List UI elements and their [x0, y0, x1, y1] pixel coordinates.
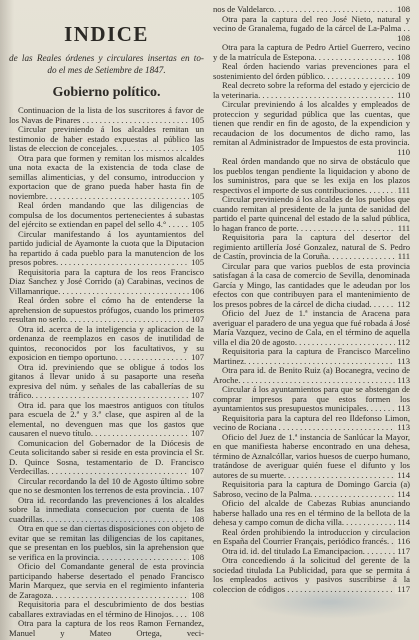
index-entry-continued	[9, 619, 204, 638]
entry-page-number: 112	[397, 336, 410, 347]
entry-text: Requisitoria para la captura del desertor del regimiento artillería José Gonzalez, natural de S. Pedro de Castín, provincia de la Coruña.	[213, 233, 410, 261]
index-entry	[9, 268, 204, 297]
index-entry	[213, 233, 410, 262]
entry-text: Oficio del Comandante general de esta provincia participando haberse desertado el penado Francisco Marin Marquez, que servia en el regimiento infanteria de Zaragoza.	[9, 562, 204, 600]
index-entry	[213, 347, 410, 366]
entry-text: Circular recordando la del 10 de Agosto último sobre que no se desmonten los terrenos de esta provincia.	[9, 476, 204, 495]
entry-page-number: 114	[397, 488, 410, 499]
index-entry	[213, 366, 410, 385]
entry-page-number: 108	[397, 51, 410, 62]
entry-text: Circular previniendo á los alcaldes y empleados de proteccion y seguridad pública que las cuentas, que tienen que rendir en fin de agosto, de la expendicion y recaudacion de los documentos de dicho ramo, las remitan al Administrador de Impuestos de esta provincia.	[213, 100, 410, 147]
entry-text: Oficio del Juez de 1.ª instancia de Sanlúcar la Mayor, en que manifiesta haberse encontrado en una dehesa, término de Aznalcóllar, varios huesos de cuerpo humano, tratándose de averiguar quién fuese el difunto y los autores de su muerte.	[213, 432, 410, 480]
index-entry	[9, 477, 204, 496]
entry-page-number: 113	[397, 355, 410, 366]
index-entry	[213, 499, 410, 528]
index-entry	[9, 600, 204, 619]
index-entry	[213, 433, 410, 481]
entry-page-number: 117	[397, 546, 410, 556]
index-entry	[9, 325, 204, 363]
index-entry	[213, 556, 410, 594]
index-entry	[213, 81, 410, 100]
entry-text: Otra para que formen y remitan los mismos alcaldes una nota exacta de la existencia de toda clase de semillas alimenticias, y del consumo, introduccion y exportacion que de grano pueda haber hasta fin de noviembre.	[9, 153, 204, 201]
index-entry	[213, 15, 410, 44]
entry-text: Requisitoria para la captura de Domingo Garcia (a) Sabroso, vecino de la Palma.	[213, 480, 410, 499]
index-entry	[9, 496, 204, 525]
entry-page-number: 113	[397, 374, 410, 385]
entry-text: Otra id. recordando las prevenciones á los alcaldes sobre la inmediata consecucion por cuenta de las cuadrillas.	[9, 495, 204, 524]
entry-text: Otra para la captura de los reos Ramon Fernandez, Manuel y Mateo Ortega, veci-	[9, 619, 204, 638]
entry-page-number: 107	[191, 428, 204, 438]
entry-page-number: 108	[191, 589, 204, 600]
entry-text: Otra para la captura del reo José Nieto, natural y vecino de Granalema, fugado de la cárcel de La-Palma	[213, 14, 410, 33]
entry-text: Requisitoria para el descubrimiento de dos bestias caballares extraviadas en el término de Hinojos.	[9, 600, 204, 619]
entry-text: Otra id. acerca de la inteligencia y aplicacion de la ordenanza de reemplazos en casos de inutilidad de quintos, reconocidos por los facultativos, y su exposicion en tiempo oportuno.	[9, 324, 204, 362]
entry-text: Otra id. para que los maestros antiguos con títulos para escuela de 2.ª y 3.ª clase, que aspiren al de la elemental, no devenguen mas que los gastos que causaren el nuevo título.	[9, 400, 204, 438]
index-entry	[9, 524, 204, 562]
entry-page-number: 114	[397, 517, 410, 527]
entry-text: Real órden mandando que no sirva de obstáculo que los pueblos tengan pendiente la liquidacion y abono de los suministros, para que se les exija en los plazos respectivos el importe de sus contribuciones.	[213, 157, 410, 195]
entry-text: Real órden haciendo varias prevenciones para el sostenimiento del órden público.	[213, 62, 410, 81]
entry-page-number: 116	[397, 536, 410, 546]
entry-page-number: 105	[191, 257, 204, 267]
entry-page-number: 107	[191, 352, 204, 362]
entry-page-number: 108	[191, 513, 204, 524]
entry-text: Oficio del Juez de 1.ª instancia de Aracena para averiguar el paradero de una yegua que fué robada á José María Vazquez, vecino de Cala, en el término de aquella villa el dia 20 de agosto.	[213, 309, 410, 347]
entry-text: Requisitoria para la captura de Francisco Marcelino Martinez.	[213, 347, 410, 366]
index-entry	[213, 100, 410, 157]
subtitle-line-2: do el mes de Setiembre de 1847.	[47, 65, 166, 75]
entry-page-number: 113	[397, 403, 410, 413]
entry-page-number: 105	[191, 143, 204, 153]
index-entry	[9, 125, 204, 154]
entry-page-number: 108	[397, 5, 410, 14]
entry-page-number: 105	[191, 219, 204, 229]
entry-text: Real decreto sobre la reforma del estado y ejercicio de la veterinaria.	[213, 81, 410, 100]
index-entry	[9, 363, 204, 401]
index-entry	[213, 157, 410, 195]
entry-text: Requisitoria para la captura del reo Ildefonso Limon, vecino de Rociana	[213, 413, 410, 432]
entry-text: Oficio del alcalde de Cabezas Rubias anunciando haberse hallado una res en el término de la bellota de la dehesa y campo comun de dicha villa.	[213, 499, 410, 527]
entry-page-number: 112	[397, 298, 410, 309]
entry-page-number: 111	[397, 251, 410, 261]
entry-text: Real órden sobre el cómo ha de entenderse la aprehension de supuestos prófugos, cuando los primeros resultan no serlo.	[9, 296, 204, 324]
entry-text: Comunicacion del Gobernador de la Diócesis de Ceuta solicitando saber si reside en esta provincia el Sr. D. Quince Sosna, testamentario de D. Francisco Verdecillas.	[9, 438, 204, 476]
entry-page-number: 111	[397, 184, 410, 195]
entry-page-number: 108	[191, 551, 204, 562]
index-entry	[9, 562, 204, 600]
entry-page-number: 113	[397, 422, 410, 432]
entry-page-number: 110	[397, 89, 410, 100]
index-entry	[9, 296, 204, 325]
entry-text: Otra en que se dan ciertas disposiciones con objeto de evitar que se remitan las diligencias de los capitanes, que se presentan en los pueblos, sin la aprehension que se verifica en la provincia.	[9, 524, 204, 562]
index-entry	[213, 62, 410, 81]
entry-text: Circular para que varios pueblos de esta provincia satisfagan á la casa de comercio de Sevilla, denominada García y Mingo, las cantidades que le adeudan por los efectos con que contribuyen para el mantenimiento de los presos pobres de la cárcel de dicha ciudad.	[213, 261, 410, 309]
index-entry	[9, 106, 204, 125]
entry-text: Circular manifestando á los ayuntamientos del partido judicial de Ayamonte la cuota que la Diputacion ha repartido á cada pueblo para la manutencion de los presos pobres.	[9, 229, 204, 267]
index-entry	[213, 547, 410, 557]
index-entry	[213, 195, 410, 233]
index-title: INDICE	[64, 22, 149, 46]
entry-page-number: 117	[397, 583, 410, 594]
index-entry	[213, 385, 410, 414]
entry-text: Otra id. previniendo que se obligue á todos los gitanos á llevar unido á su pasaporte una reseña expresiva del núm. y señales de las caballerías de su tráfico.	[9, 362, 204, 400]
index-entry-continuation	[213, 5, 410, 15]
index-entry	[213, 528, 410, 547]
entry-text: Requisitoria para la captura de los reos Francisco Diaz Sanchez y José Corrido (a) Carabinas, vecinos de Villamanrique.	[9, 267, 204, 296]
entry-page-number: 108	[397, 32, 410, 43]
entry-page-number: 107	[191, 314, 204, 324]
entry-page-number: 110	[397, 146, 410, 157]
entry-page-number: 114	[397, 469, 410, 480]
entry-page-number: 105	[191, 114, 204, 125]
index-entry	[213, 43, 410, 62]
entry-text: Circular previniendo á los alcaldes de los pueblos que cuando remitan al presidente de la junta de sanidad del partido el parte quincenal del estado de la salud pública, lo hagan franco de porte.	[213, 195, 410, 233]
subtitle-line-1: de las Reales órdenes y circulares insertas en to-	[9, 53, 204, 63]
entry-page-number: 109	[397, 70, 410, 81]
entry-page-number: 107	[191, 466, 204, 476]
entry-page-number: 105	[191, 190, 204, 201]
index-entry	[213, 262, 410, 310]
entry-text: nos de Valdelarco.	[213, 5, 277, 14]
index-entry	[9, 401, 204, 439]
entry-page-number: 107	[191, 390, 204, 400]
entry-page-number: 106	[191, 285, 204, 296]
left-column	[9, 0, 204, 638]
entry-page-number: 108	[191, 608, 204, 619]
index-entry	[9, 230, 204, 268]
right-column	[213, 5, 410, 594]
entry-text: Otra para id. de Benito Ruiz (a) Bocanegra, vecino de Aroche.	[213, 366, 410, 385]
entry-text: Otra id. id. del titulado La Emancipacion.	[222, 546, 365, 556]
index-entry	[213, 480, 410, 499]
index-entry	[213, 309, 410, 347]
entry-page-number: 111	[397, 222, 410, 233]
entry-text: Continuacion de la lista de los suscritores á favor de los Navas de Pinares	[9, 106, 204, 125]
entry-text: Circular previniendo á los alcaldes remitan un testimonio de haber estado expuestas al público las listas de eleccion de concejales.	[9, 125, 204, 153]
index-entry	[9, 154, 204, 202]
index-entry	[213, 414, 410, 433]
index-entry	[9, 201, 204, 230]
entry-text: Real órden prohibiendo la introduccion y circulacion en España del Courrier Français, periódico francés.	[213, 527, 410, 546]
entry-page-number: 107	[191, 485, 204, 495]
index-entry	[9, 439, 204, 477]
section-heading: Gobierno político.	[52, 85, 161, 100]
entry-text: Circular á los ayuntamientos para que se abstengan de comprar impresos para que estos formen los ayuntamientos sus presupuestos municipales.	[213, 385, 410, 413]
entry-text: Otra concediendo á la solicitud del gerente de la sociedad titulada La Publicidad, para que se permita á los empleados activos y pasivos suscribirse á la coleccion de códigos	[213, 556, 410, 594]
entry-text: Real órden mandando que las diligencias de compulsa de los documentos pertenecientes á subastas del ejército se extiendan en papel del sello 4.°	[9, 201, 204, 229]
entry-text: Otra para la captura de Pedro Artiel Guerrero, vecino y de la matrícula de Estepona.	[213, 43, 410, 62]
